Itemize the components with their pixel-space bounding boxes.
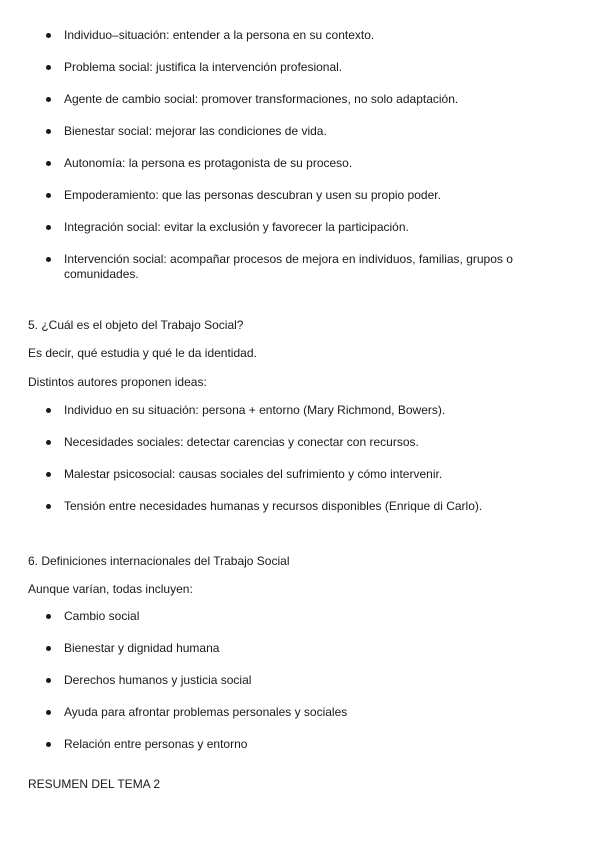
- section-5-intro: Es decir, qué estudia y qué le da identidad.: [28, 346, 257, 360]
- section-6-heading: 6. Definiciones internacionales del Trabajo Social: [28, 554, 290, 568]
- object-list: [0, 403, 600, 514]
- bullet-icon: [46, 614, 51, 619]
- bullet-icon: [46, 504, 51, 509]
- bullet-icon: [46, 710, 51, 715]
- list-item: Cambio social: [0, 609, 600, 624]
- list-item: Ayuda para afrontar problemas personales y sociales: [0, 705, 600, 720]
- list-item: Empoderamiento: que las personas descubran y usen su propio poder.: [0, 188, 600, 203]
- list-item: Necesidades sociales: detectar carencias y conectar con recursos.: [0, 435, 600, 450]
- list-item: Autonomía: la persona es protagonista de su proceso.: [0, 156, 600, 171]
- bullet-icon: [46, 161, 51, 166]
- list-item: Malestar psicosocial: causas sociales del sufrimiento y cómo intervenir.: [0, 467, 600, 482]
- bullet-icon: [46, 678, 51, 683]
- bullet-icon: [46, 646, 51, 651]
- bullet-icon: [46, 193, 51, 198]
- list-item: Individuo en su situación: persona + entorno (Mary Richmond, Bowers).: [0, 403, 600, 418]
- list-item: Bienestar social: mejorar las condiciones de vida.: [0, 124, 600, 139]
- bullet-icon: [46, 225, 51, 230]
- list-item: Agente de cambio social: promover transformaciones, no solo adaptación.: [0, 92, 600, 107]
- section-5-lead: Distintos autores proponen ideas:: [28, 375, 207, 389]
- bullet-icon: [46, 408, 51, 413]
- bullet-icon: [46, 742, 51, 747]
- list-item: Integración social: evitar la exclusión y favorecer la participación.: [0, 220, 600, 235]
- summary-heading: RESUMEN DEL TEMA 2: [28, 777, 161, 791]
- list-item: Bienestar y dignidad humana: [0, 641, 600, 656]
- bullet-icon: [46, 33, 51, 38]
- list-item: Intervención social: acompañar procesos de mejora en individuos, familias, grupos o comunidades.: [0, 252, 600, 282]
- list-item: Problema social: justifica la intervención profesional.: [0, 60, 600, 75]
- bullet-icon: [46, 129, 51, 134]
- section-5-heading: 5. ¿Cuál es el objeto del Trabajo Social?: [28, 318, 244, 332]
- list-item: Relación entre personas y entorno: [0, 737, 600, 752]
- bullet-icon: [46, 440, 51, 445]
- bullet-icon: [46, 257, 51, 262]
- list-item: Individuo–situación: entender a la persona en su contexto.: [0, 28, 600, 43]
- section-6-lead: Aunque varían, todas incluyen:: [28, 582, 193, 596]
- bullet-icon: [46, 472, 51, 477]
- bullet-icon: [46, 97, 51, 102]
- principles-list: [0, 28, 600, 282]
- list-item: Tensión entre necesidades humanas y recursos disponibles (Enrique di Carlo).: [0, 499, 600, 514]
- definitions-list: [0, 609, 600, 752]
- list-item: Derechos humanos y justicia social: [0, 673, 600, 688]
- bullet-icon: [46, 65, 51, 70]
